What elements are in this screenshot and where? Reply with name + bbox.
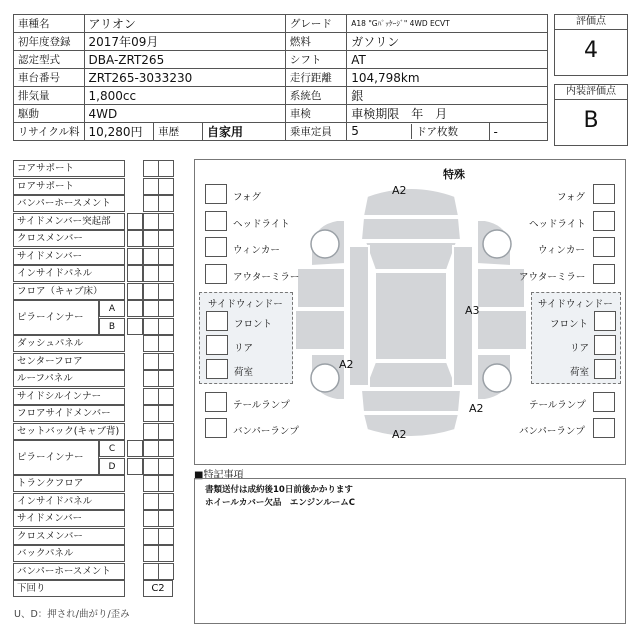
checklist-cell[interactable]: [158, 195, 174, 212]
checklist-cell[interactable]: [143, 248, 159, 265]
checklist-cell[interactable]: [158, 300, 174, 317]
label-right-fog: フォグ: [557, 192, 586, 203]
checklist-cell[interactable]: [143, 195, 159, 212]
checkbox-left-window-cargo[interactable]: [206, 359, 228, 379]
checklist-cell[interactable]: [143, 528, 159, 545]
checklist-cell[interactable]: [143, 370, 159, 387]
label-left-headlight: ヘッドライト: [233, 219, 290, 230]
side-window-box-left: [199, 292, 293, 384]
checklist-label: インサイドパネル: [13, 493, 125, 510]
checklist-label: ダッシュパネル: [13, 335, 125, 352]
checklist-cell[interactable]: [143, 283, 159, 300]
checklist-label: コアサポート: [13, 160, 125, 177]
checklist-cell[interactable]: [143, 213, 159, 230]
info-row: [14, 69, 548, 87]
checklist-cell-mark[interactable]: C2: [143, 580, 173, 597]
info-value: 1,800cc: [84, 87, 285, 105]
notes-title: ■特記事項: [194, 470, 244, 481]
checkbox-right-window-front[interactable]: [594, 311, 616, 331]
info-row: [14, 123, 548, 141]
info-value: 5: [351, 124, 359, 138]
label-left-bumper-lamp: バンパーランプ: [233, 426, 299, 437]
side-window-box-right: [531, 292, 621, 384]
label-left-tail-lamp: テールランプ: [233, 400, 290, 411]
checklist-cell[interactable]: [143, 423, 159, 440]
info-label: 系統色: [285, 87, 346, 105]
checkbox-right-winker[interactable]: [593, 237, 615, 257]
checkbox-left-fog[interactable]: [205, 184, 227, 204]
info-row: [14, 15, 548, 33]
checklist-label: フロアサイドメンバー: [13, 405, 125, 422]
info-label: 燃料: [285, 33, 346, 51]
checkbox-left-bumper-lamp[interactable]: [205, 418, 227, 438]
info-value: A18 "Gﾊﾟｯｹｰｼﾞ" 4WD ECVT: [347, 15, 548, 33]
checklist-cell[interactable]: [143, 388, 159, 405]
checklist-cell[interactable]: [158, 475, 174, 492]
label-left-mirror: アウターミラー: [233, 272, 300, 283]
info-value: 10,280円: [84, 123, 154, 141]
damage-mark-hood: A2: [392, 184, 407, 197]
info-row: [14, 33, 548, 51]
label-right-tail-lamp: テールランプ: [529, 400, 586, 411]
grade-value: 4: [584, 38, 598, 63]
side-window-title-left: サイドウィンドー: [208, 299, 283, 310]
info-label: グレード: [285, 15, 346, 33]
checklist-cell[interactable]: [143, 405, 159, 422]
checklist-label: ピラーインナー: [13, 440, 99, 475]
info-label: 初年度登録: [14, 33, 85, 51]
checklist-label: クロスメンバー: [13, 230, 125, 247]
checklist-label: サイドメンバー: [13, 248, 125, 265]
checklist-label: 下回り: [13, 580, 125, 597]
checklist-cell[interactable]: [143, 563, 159, 580]
checklist-cell[interactable]: [143, 458, 159, 475]
damage-mark-right-door: A3: [465, 304, 480, 317]
checkbox-right-bumper-lamp[interactable]: [593, 418, 615, 438]
checkbox-right-fog[interactable]: [593, 184, 615, 204]
checklist-label: バックパネル: [13, 545, 125, 562]
car-outline-drawing: [291, 174, 531, 452]
info-value: 4WD: [84, 105, 285, 123]
checklist-cell[interactable]: [127, 265, 143, 282]
checkbox-left-mirror[interactable]: [205, 264, 227, 284]
info-value: DBA-ZRT265: [84, 51, 285, 69]
checklist-label: ピラーインナー: [13, 300, 99, 335]
checklist-cell[interactable]: [143, 510, 159, 527]
checklist-cell[interactable]: [158, 248, 174, 265]
checklist-cell[interactable]: [158, 353, 174, 370]
grade-box: [554, 14, 628, 76]
label-left-window-front: フロント: [234, 319, 273, 330]
checklist-label: サイドメンバー突起部: [13, 213, 125, 230]
notes-box: [194, 478, 626, 624]
checklist-cell[interactable]: [143, 353, 159, 370]
info-label: 車検: [285, 105, 346, 123]
info-value: ZRT265-3033230: [84, 69, 285, 87]
info-label: 走行距離: [285, 69, 346, 87]
checklist-sub-label: D: [99, 458, 125, 475]
checklist-cell[interactable]: [127, 440, 143, 457]
note-line-2: ホイールカバー欠品 エンジンルームC: [205, 498, 355, 508]
info-label: 車歴: [154, 123, 203, 141]
checklist-cell[interactable]: [158, 563, 174, 580]
label-right-mirror: アウターミラー: [519, 272, 586, 283]
checkbox-right-mirror[interactable]: [593, 264, 615, 284]
checklist-label: サイドシルインナー: [13, 388, 125, 405]
checklist-cell[interactable]: [143, 493, 159, 510]
checklist-label: バンパーホースメント: [13, 563, 125, 580]
vehicle-info-table: [13, 14, 548, 141]
label-left-winker: ウィンカー: [233, 245, 280, 256]
car-diagram: [194, 159, 626, 465]
checklist-label: バンパーホースメント: [13, 195, 125, 212]
info-label: 乗車定員: [285, 123, 346, 141]
checklist-cell[interactable]: [143, 440, 159, 457]
label-right-window-cargo: 荷室: [570, 367, 590, 378]
checklist-sub-label: C: [99, 440, 125, 457]
legend-text: U、D：押され/曲がり/歪み: [14, 609, 130, 620]
checklist-label: サイドメンバー: [13, 510, 125, 527]
damage-mark-left-door: A2: [339, 358, 354, 371]
checklist-cell[interactable]: [158, 213, 174, 230]
info-label: 車台番号: [14, 69, 85, 87]
checklist-label: クロスメンバー: [13, 528, 125, 545]
info-label: リサイクル料: [14, 123, 85, 141]
checklist-cell[interactable]: [158, 440, 174, 457]
info-row: [14, 105, 548, 123]
checklist-sub-label: B: [99, 318, 125, 335]
checklist-cell[interactable]: [158, 283, 174, 300]
label-left-window-rear: リア: [234, 343, 254, 354]
label-left-window-cargo: 荷室: [234, 367, 254, 378]
checklist-cell[interactable]: [143, 265, 159, 282]
checkbox-left-tail-lamp[interactable]: [205, 392, 227, 412]
checklist-cell[interactable]: [127, 458, 143, 475]
checklist-cell[interactable]: [143, 318, 159, 335]
label-right-bumper-lamp: バンパーランプ: [519, 426, 585, 437]
checkbox-right-headlight[interactable]: [593, 211, 615, 231]
checklist-label: ロアサポート: [13, 178, 125, 195]
checklist-label: フロア（キャブ床）: [13, 283, 125, 300]
checkbox-left-headlight[interactable]: [205, 211, 227, 231]
grade-header: 評価点: [555, 15, 627, 30]
interior-grade-box: [554, 84, 628, 146]
checklist-cell[interactable]: [158, 318, 174, 335]
info-row: [14, 51, 548, 69]
checklist-cell[interactable]: [143, 475, 159, 492]
checklist-cell[interactable]: [158, 545, 174, 562]
note-line-1: 書類送付は成約後10日前後かかります: [205, 485, 353, 495]
info-value: 自家用: [203, 123, 286, 141]
checklist-cell[interactable]: [158, 265, 174, 282]
checklist-cell[interactable]: [158, 178, 174, 195]
checklist-cell[interactable]: [143, 230, 159, 247]
checklist-sub-label: A: [99, 300, 125, 317]
checklist-cell[interactable]: [158, 405, 174, 422]
checklist-cell[interactable]: [158, 528, 174, 545]
interior-grade-header: 内装評価点: [555, 85, 627, 100]
info-value: アリオン: [84, 15, 285, 33]
info-value: 銀: [347, 87, 548, 105]
checklist-label: ルーフパネル: [13, 370, 125, 387]
damage-mark-trunk: A2: [392, 428, 407, 441]
info-label: 排気量: [14, 87, 85, 105]
checklist-cell[interactable]: [143, 545, 159, 562]
checklist-cell[interactable]: [143, 160, 159, 177]
info-label: 車種名: [14, 15, 85, 33]
label-right-winker: ウィンカー: [538, 245, 585, 256]
checkbox-right-window-rear[interactable]: [594, 335, 616, 355]
checklist-cell[interactable]: [143, 178, 159, 195]
info-label: シフト: [285, 51, 346, 69]
info-label: ドア枚数: [411, 124, 458, 139]
info-label: 認定型式: [14, 51, 85, 69]
info-row: [14, 87, 548, 105]
checklist-cell[interactable]: [158, 510, 174, 527]
checklist-cell[interactable]: [127, 318, 143, 335]
checklist-cell[interactable]: [158, 335, 174, 352]
checklist-cell[interactable]: [158, 423, 174, 440]
info-value: ガソリン: [347, 33, 548, 51]
side-window-title-right: サイドウィンドー: [538, 299, 613, 310]
diagram-title: 特殊: [443, 168, 465, 181]
checklist-cell[interactable]: [127, 248, 143, 265]
checkbox-left-window-front[interactable]: [206, 311, 228, 331]
checklist-cell[interactable]: [127, 213, 143, 230]
info-value: 車検期限 年 月: [347, 105, 548, 123]
damage-mark-right-rear: A2: [469, 402, 484, 415]
label-right-window-front: フロント: [550, 319, 589, 330]
info-value: 104,798km: [347, 69, 548, 87]
interior-grade-value: B: [583, 108, 599, 133]
checklist-label: インサイドパネル: [13, 265, 125, 282]
checklist-cell[interactable]: [158, 388, 174, 405]
checklist-cell[interactable]: [158, 230, 174, 247]
checklist-cell[interactable]: [127, 230, 143, 247]
checkbox-right-tail-lamp[interactable]: [593, 392, 615, 412]
checkbox-right-window-cargo[interactable]: [594, 359, 616, 379]
info-value-split: [347, 123, 489, 141]
checklist-cell[interactable]: [158, 458, 174, 475]
checklist-cell[interactable]: [143, 335, 159, 352]
checklist-label: セットバック(キャブ背): [13, 423, 125, 440]
label-right-window-rear: リア: [570, 343, 590, 354]
label-right-headlight: ヘッドライト: [529, 219, 586, 230]
info-value: 2017年09月: [84, 33, 285, 51]
checklist-cell[interactable]: [158, 370, 174, 387]
checklist-label: センターフロア: [13, 353, 125, 370]
checklist-cell[interactable]: [143, 300, 159, 317]
checkbox-left-window-rear[interactable]: [206, 335, 228, 355]
checkbox-left-winker[interactable]: [205, 237, 227, 257]
checklist-cell[interactable]: [158, 160, 174, 177]
checklist-cell[interactable]: [127, 283, 143, 300]
label-left-fog: フォグ: [233, 192, 262, 203]
checklist-label: トランクフロア: [13, 475, 125, 492]
info-value: -: [489, 123, 547, 141]
info-value: AT: [347, 51, 548, 69]
checklist-cell[interactable]: [127, 300, 143, 317]
info-label: 駆動: [14, 105, 85, 123]
checklist-cell[interactable]: [158, 493, 174, 510]
